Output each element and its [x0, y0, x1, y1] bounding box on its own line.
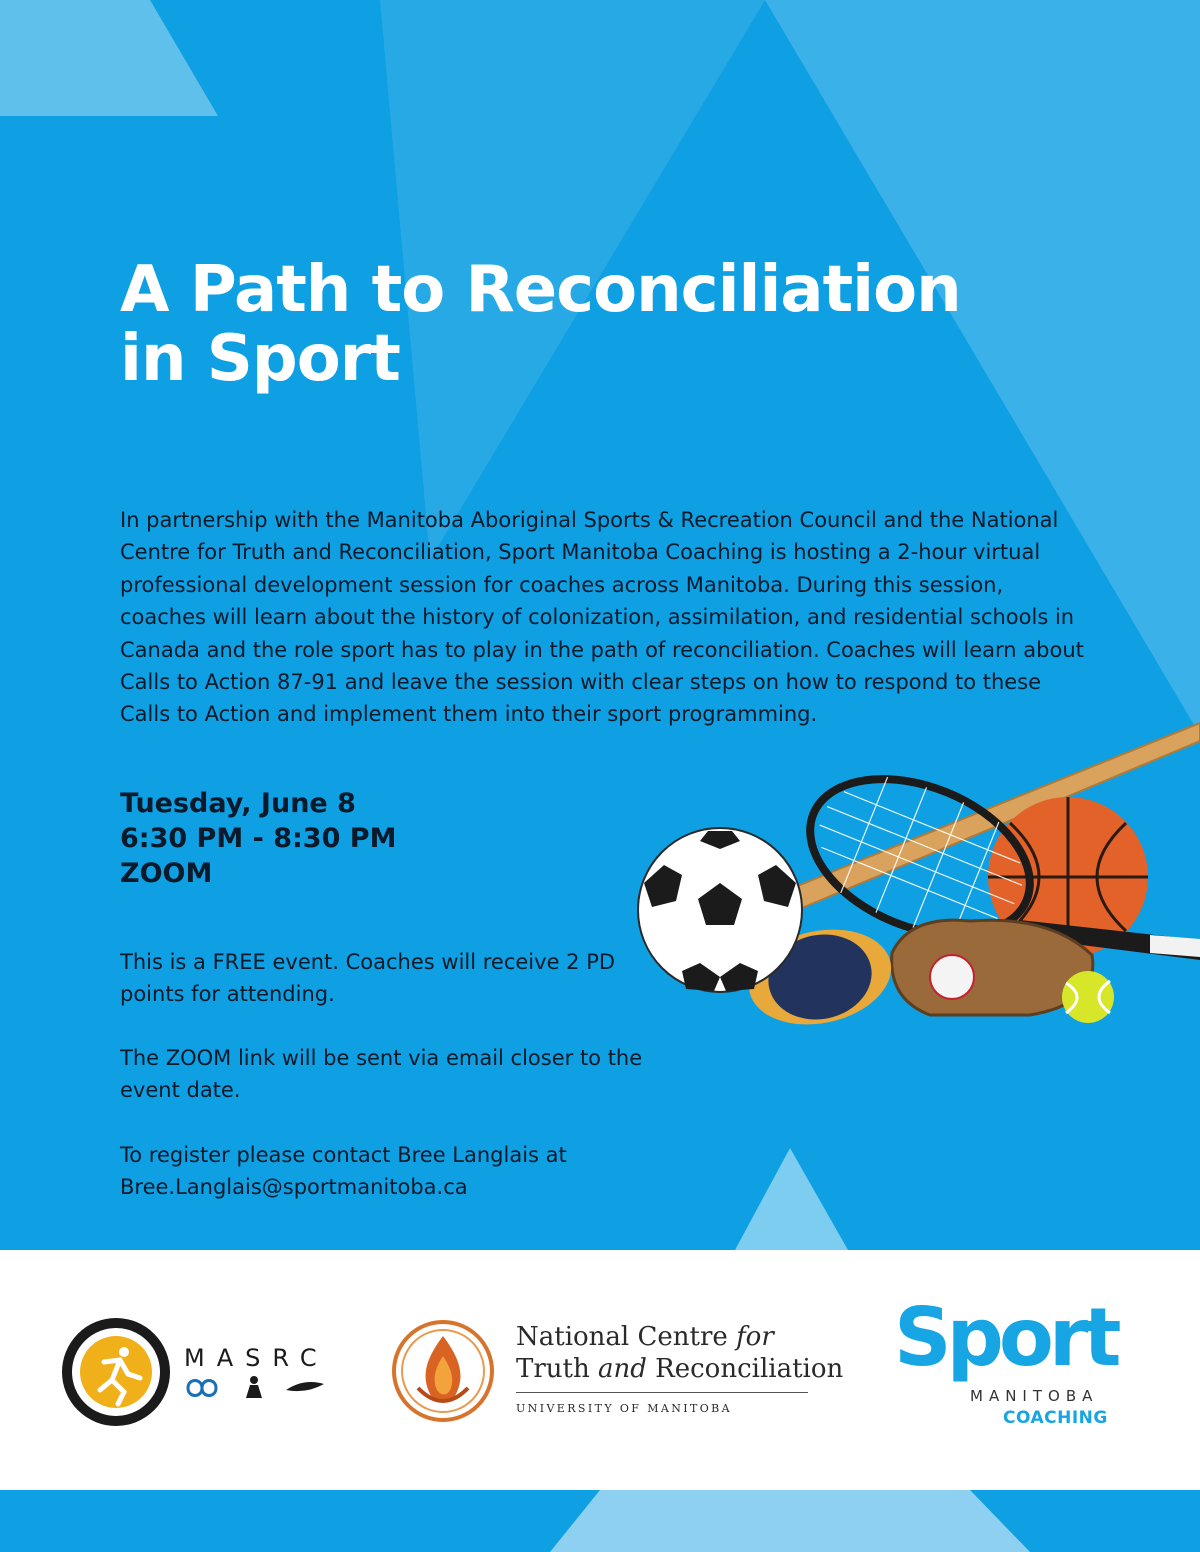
event-platform: ZOOM: [120, 858, 213, 889]
title-line-2: in Sport: [120, 322, 400, 397]
nctr-flame-icon: [390, 1318, 496, 1424]
intro-paragraph: In partnership with the Manitoba Aboriginal Sports & Recreation Council and the National Centre for Truth and Reconciliation, Sport Manitoba Coaching is hosting a 2-hour virtual professional development session for coaches across Manitoba. During this session, coaches will learn about the history of colonization, assimilation, and residential schools in Canada and the role sport has to play in the path of reconciliation. Coaches will learn about Calls to Action 87-91 and leave the session with clear steps on how to respond to these Calls to Action and implement them into their sport programming.: [120, 508, 1084, 727]
footer-band: [0, 1490, 1200, 1552]
event-date: Tuesday, June 8: [120, 788, 356, 819]
sport-manitoba-coaching: COACHING: [1003, 1408, 1108, 1428]
footer-triangle: [0, 1490, 1200, 1552]
page-title: [120, 253, 1120, 397]
registration-note: [120, 1139, 660, 1204]
event-time: 6:30 PM - 8:30 PM: [120, 823, 397, 854]
infinity-icon: [188, 1381, 216, 1396]
nctr-name-line-2: Truth and Reconciliation: [516, 1354, 844, 1384]
zoom-link-note: The ZOOM link will be sent via email closer to the event date.: [120, 1046, 643, 1103]
nctr-divider: [516, 1392, 808, 1393]
figure-icon: [246, 1376, 262, 1398]
contact-email[interactable]: Bree.Langlais@sportmanitoba.ca: [120, 1175, 468, 1200]
nctr-name-line-1: National Centre for: [516, 1322, 774, 1352]
sport-manitoba-province: MANITOBA: [970, 1387, 1099, 1405]
free-event-note: This is a FREE event. Coaches will receive 2 PD points for attending.: [120, 950, 616, 1007]
masrc-runner-icon: [62, 1318, 170, 1426]
event-details: [120, 786, 396, 891]
sport-manitoba-wordmark: Sport: [894, 1291, 1117, 1384]
title-line-1: A Path to Reconciliation: [120, 253, 961, 327]
feather-icon: [286, 1382, 324, 1391]
masrc-wordmark: MASRC: [184, 1344, 329, 1372]
sport-equipment-illustration: [630, 715, 1200, 1035]
nctr-university: UNIVERSITY OF MANITOBA: [516, 1402, 732, 1415]
masrc-symbols: [182, 1374, 332, 1402]
register-text: To register please contact Bree Langlais at: [120, 1143, 567, 1167]
